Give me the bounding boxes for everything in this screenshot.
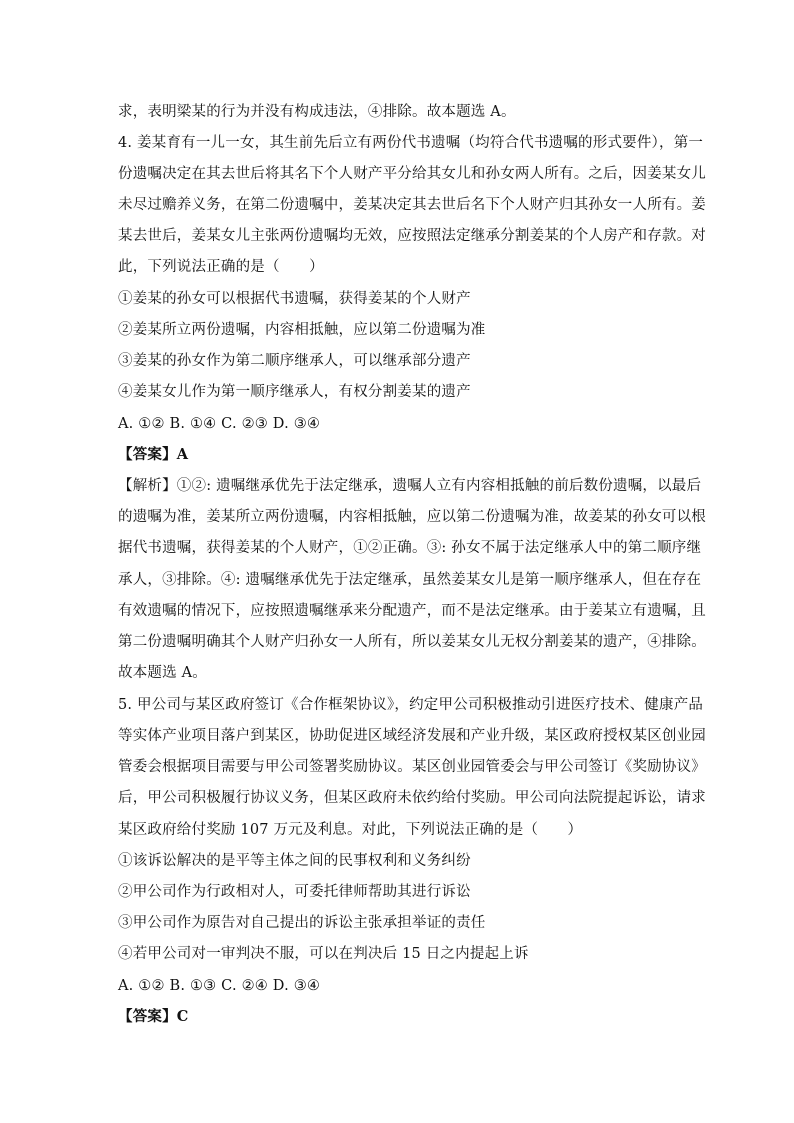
analysis-text: 据代书遗嘱，获得姜某的个人财产，①②正确。③: 孙女不属于法定继承人中的第二顺序继	[118, 540, 702, 556]
option-statement: ④姜某女儿作为第一顺序继承人，有权分割姜某的遗产	[118, 384, 471, 400]
text-line: 某去世后，姜某女儿主张两份遗嘱均无效，应按照法定继承分割姜某的个人房产和存款。对	[118, 228, 706, 244]
option-statement: ③甲公司作为原告对自己提出的诉讼主张承担举证的责任	[118, 915, 486, 931]
option-statement: ①姜某的孙女可以根据代书遗嘱，获得姜某的个人财产	[118, 291, 471, 307]
analysis-text: 承人，③排除。④: 遗嘱继承优先于法定继承，虽然姜某女儿是第一顺序继承人，但在存在	[118, 572, 702, 588]
text-line: 某区政府给付奖励 107 万元及利息。对此，下列说法正确的是（ ）	[118, 822, 583, 838]
text-line: 求，表明梁某的行为并没有构成违法，④排除。故本题选 A。	[118, 104, 516, 120]
analysis-text: 故本题选 A。	[118, 665, 207, 681]
text-line: 份遗嘱决定在其去世后将其名下个人财产平分给其女儿和孙女两人所有。之后，因姜某女儿	[118, 166, 706, 182]
text-line: 后，甲公司积极履行协议义务，但某区政府未依约给付奖励。甲公司向法院提起诉讼，请求	[118, 790, 706, 806]
text-line: 等实体产业项目落户到某区，协助促进区域经济发展和产业升级，某区政府授权某区创业园	[118, 728, 706, 744]
option-statement: ②姜某所立两份遗嘱，内容相抵触，应以第二份遗嘱为准	[118, 322, 486, 338]
answer-label: 【答案】A	[118, 446, 189, 463]
choices: A. ①② B. ①④ C. ②③ D. ③④	[118, 416, 321, 432]
text-line: 未尽过赡养义务，在第二份遗嘱中，姜某决定其去世后名下个人财产归其孙女一人所有。姜	[118, 197, 706, 213]
analysis-text: 的遗嘱为准，姜某所立两份遗嘱，内容相抵触，应以第二份遗嘱为准，故姜某的孙女可以根	[118, 509, 706, 525]
choices: A. ①② B. ①③ C. ②④ D. ③④	[118, 978, 321, 994]
analysis-text: 有效遗嘱的情况下，应按照遗嘱继承来分配遗产，而不是法定继承。由于姜某立有遗嘱，且	[118, 603, 706, 619]
text-line: 管委会根据项目需要与甲公司签署奖励协议。某区创业园管委会与甲公司签订《奖励协议》	[118, 759, 706, 775]
question-5-stem: 5. 甲公司与某区政府签订《合作框架协议》，约定甲公司积极推动引进医疗技术、健康产品	[118, 697, 704, 713]
option-statement: ③姜某的孙女作为第二顺序继承人，可以继承部分遗产	[118, 353, 471, 369]
analysis-text: 第二份遗嘱明确其个人财产归孙女一人所有，所以姜某女儿无权分割姜某的遗产，④排除。	[118, 634, 706, 650]
answer-label: 【答案】C	[118, 1008, 189, 1025]
option-statement: ②甲公司作为行政相对人，可委托律师帮助其进行诉讼	[118, 884, 471, 900]
question-4-stem: 4. 姜某育有一儿一女，其生前先后立有两份代书遗嘱（均符合代书遗嘱的形式要件），第一	[118, 135, 704, 151]
analysis-text: 【解析】①②: 遗嘱继承优先于法定继承，遗嘱人立有内容相抵触的前后数份遗嘱，以最后	[118, 478, 702, 494]
option-statement: ④若甲公司对一审判决不服，可以在判决后 15 日之内提起上诉	[118, 946, 529, 962]
text-line: 此，下列说法正确的是（ ）	[118, 259, 324, 275]
option-statement: ①该诉讼解决的是平等主体之间的民事权利和义务纠纷	[118, 853, 471, 869]
